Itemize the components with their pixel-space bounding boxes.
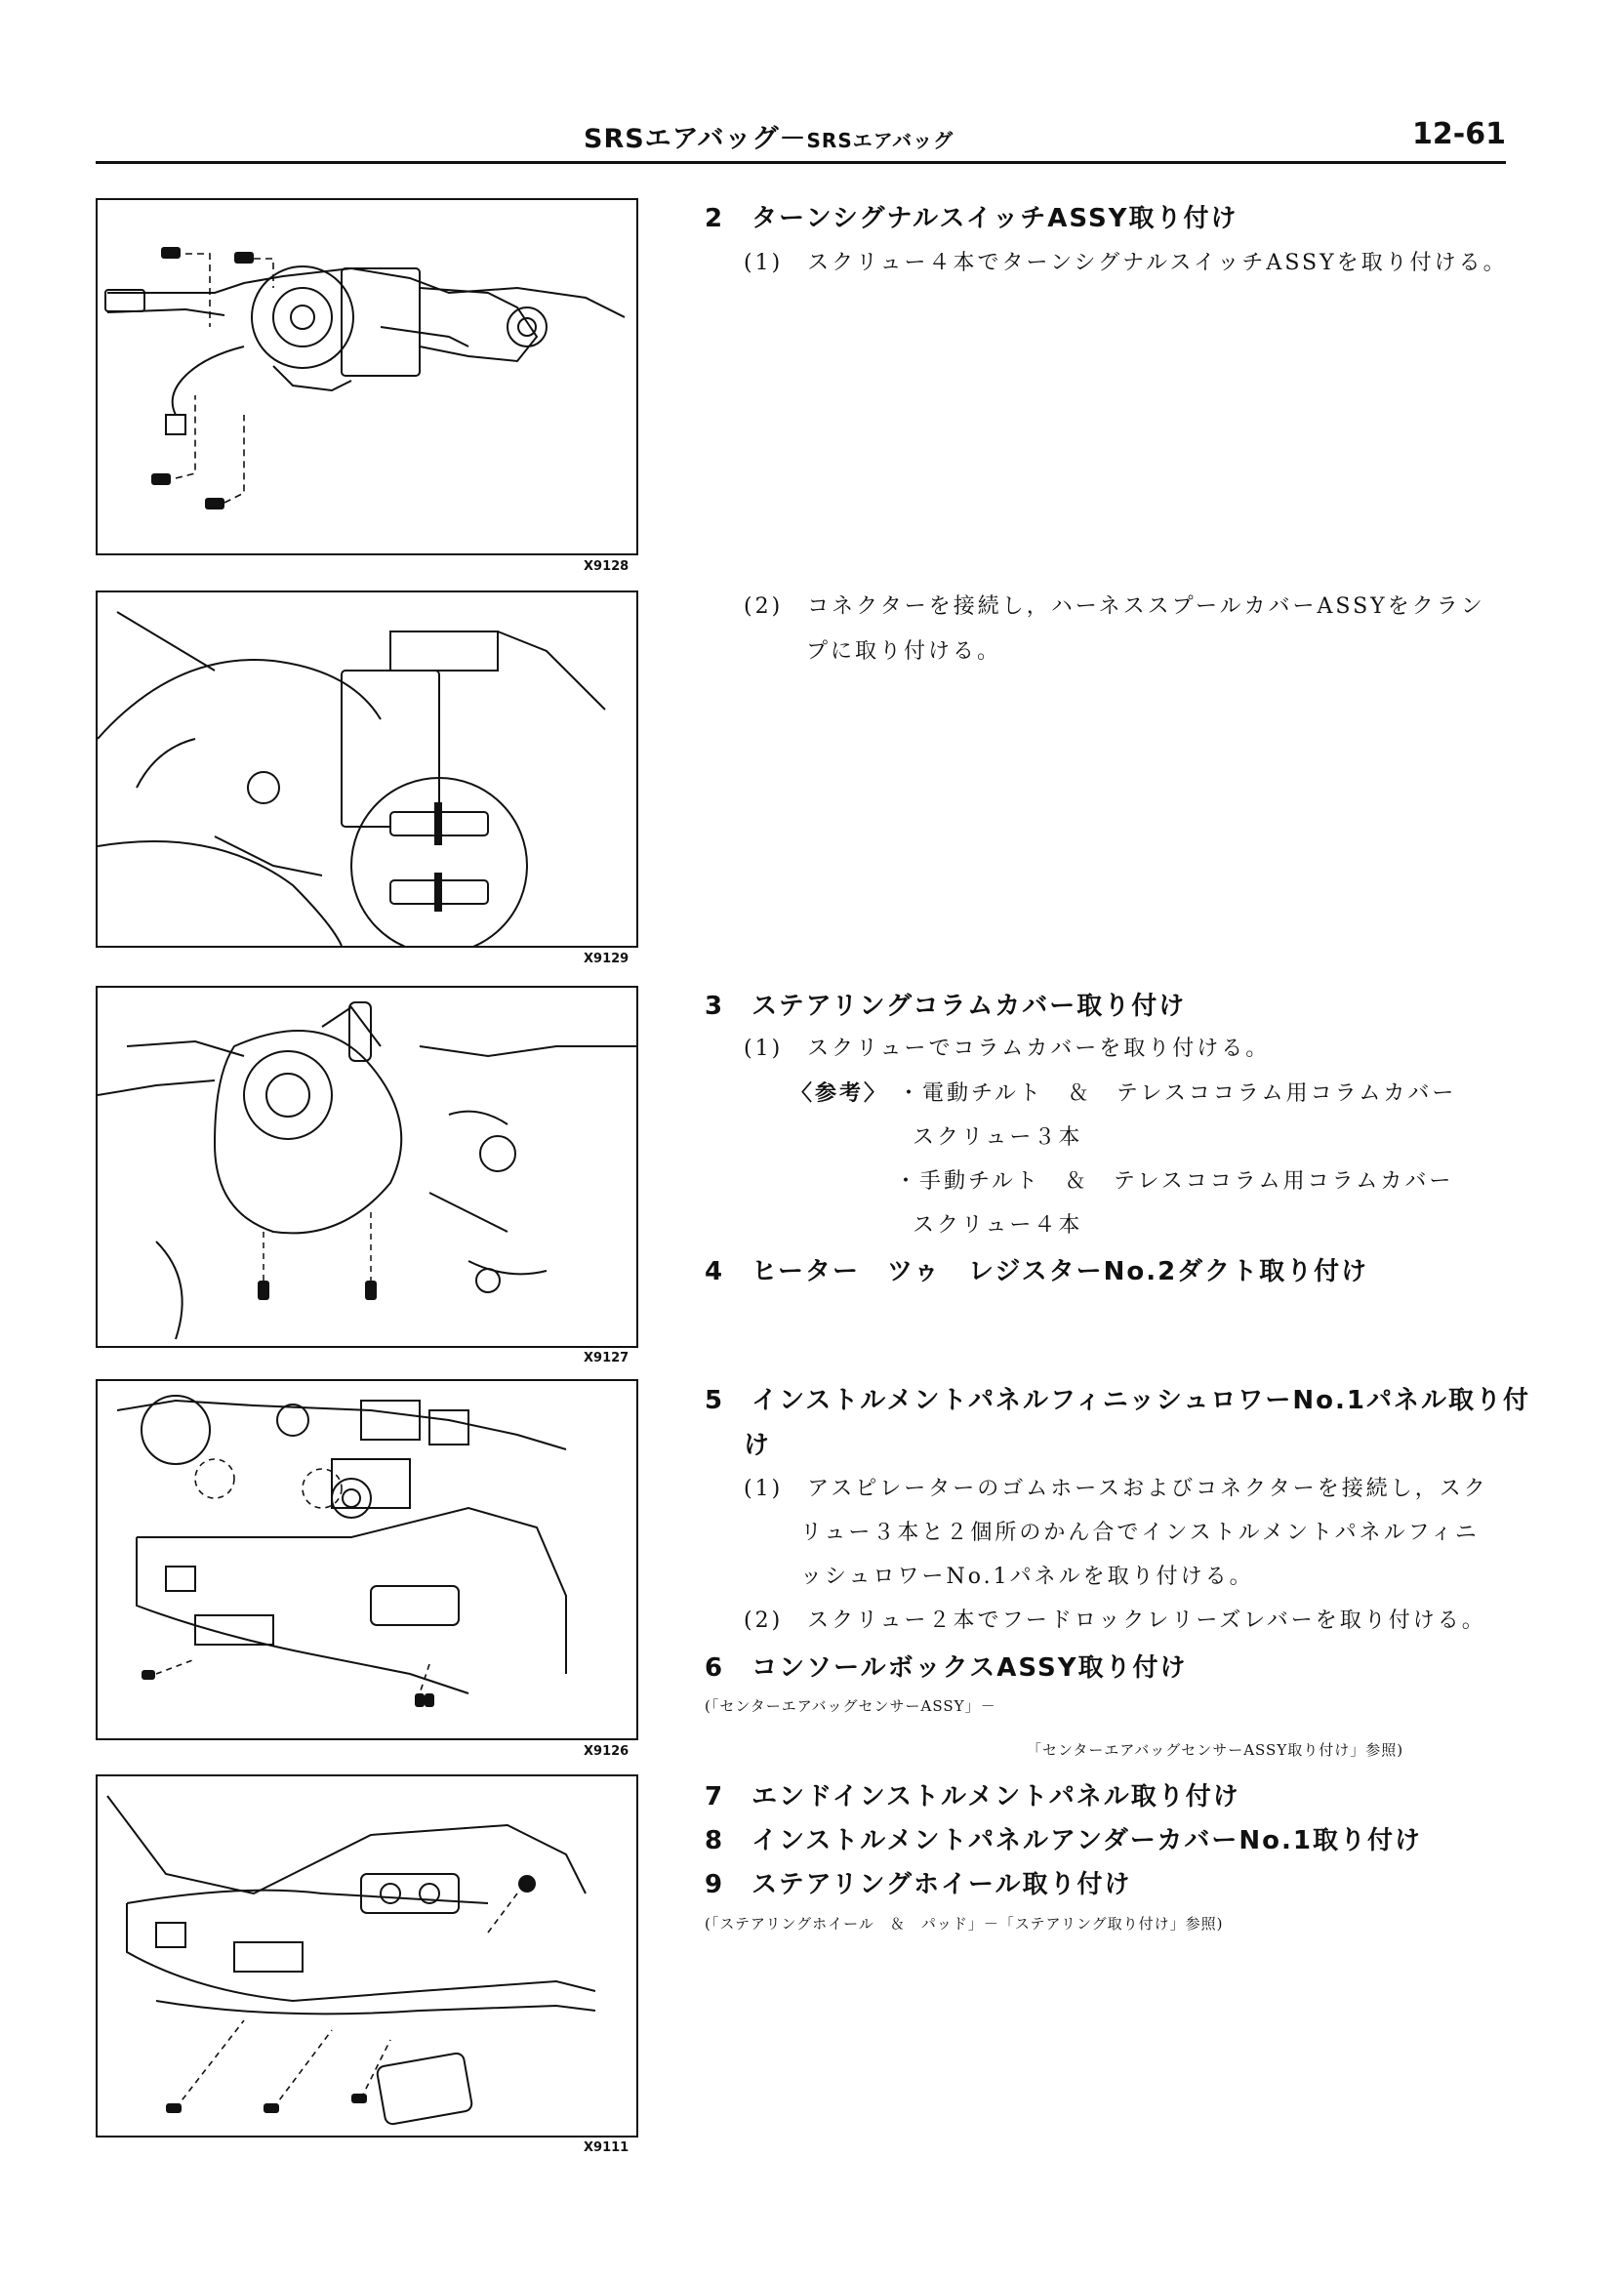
- step-4-heading: 4 ヒーター ツゥ レジスターNo.2ダクト取り付け: [705, 1257, 1369, 1286]
- lower-finish-panel-illustration: [98, 1381, 636, 1738]
- step-3-reference: [791, 1077, 1456, 1107]
- step-5-sub-1-line-3: ッシュロワーNo.1パネルを取り付ける。: [800, 1565, 1254, 1589]
- step-2-sub-2-line-1: (2) コネクターを接続し，ハーネススプールカバーASSYをクラン: [744, 594, 1485, 619]
- header-title-sub: SRSエアバッグ: [806, 129, 954, 152]
- figure-code: X9127: [584, 1351, 629, 1365]
- figure-code: X9129: [584, 952, 629, 966]
- header-title: [584, 117, 954, 155]
- figure-turn-signal-switch: [96, 198, 638, 555]
- step-6-heading: 6 コンソールボックスASSY取り付け: [705, 1653, 1188, 1683]
- header-rule: [96, 161, 1506, 164]
- under-cover-illustration: [98, 1776, 636, 2136]
- reference-label: 〈参考〉: [791, 1080, 889, 1106]
- figure-column-cover: [96, 986, 638, 1348]
- turn-signal-switch-illustration: [98, 200, 636, 553]
- reference-item-1-detail: スクリュー３本: [913, 1125, 1083, 1150]
- connector-illustration: [98, 592, 636, 946]
- step-8-heading: 8 インストルメントパネルアンダーカバーNo.1取り付け: [705, 1826, 1423, 1855]
- reference-item-2: ・手動チルト ＆ テレスココラム用コラムカバー: [895, 1169, 1454, 1194]
- step-5-sub-1-line-1: (1) アスピレーターのゴムホースおよびコネクターを接続し，スク: [744, 1477, 1488, 1501]
- figure-under-cover: [96, 1774, 638, 2138]
- step-9-heading: 9 ステアリングホイール取り付け: [705, 1870, 1132, 1899]
- step-3-heading: 3 ステアリングコラムカバー取り付け: [705, 992, 1187, 1021]
- step-6-note-line-1: (「センターエアバッグセンサーASSY」－: [705, 1697, 996, 1715]
- header-title-main: SRSエアバッグ: [584, 124, 780, 154]
- step-5-heading-line-1: 5 インストルメントパネルフィニッシュロワーNo.1パネル取り付: [705, 1386, 1530, 1415]
- figure-code: X9126: [584, 1744, 629, 1759]
- step-2-sub-2-line-2: プに取り付ける。: [806, 639, 1002, 664]
- step-5-heading-line-2: け: [744, 1431, 772, 1460]
- reference-item-1: ・電動チルト ＆ テレスココラム用コラムカバー: [898, 1081, 1457, 1106]
- figure-lower-finish-panel: [96, 1379, 638, 1740]
- figure-code: X9111: [584, 2140, 629, 2155]
- column-cover-illustration: [98, 988, 636, 1346]
- page-header: [96, 117, 1506, 156]
- step-3-sub-1: (1) スクリューでコラムカバーを取り付ける。: [744, 1037, 1271, 1061]
- figure-connector: [96, 590, 638, 948]
- header-title-separator: －: [779, 124, 807, 154]
- step-7-heading: 7 エンドインストルメントパネル取り付け: [705, 1782, 1240, 1812]
- step-2-sub-1: (1) スクリュー４本でターンシグナルスイッチASSYを取り付ける。: [744, 251, 1508, 275]
- figure-code: X9128: [584, 559, 629, 574]
- step-5-sub-1-line-2: リュー３本と２個所のかん合でインストルメントパネルフィニ: [800, 1521, 1480, 1545]
- step-9-note: (「ステアリングホイール ＆ パッド」－「ステアリング取り付け」参照): [705, 1915, 1224, 1933]
- page-number: 12-61: [1412, 117, 1506, 151]
- step-5-sub-2: (2) スクリュー２本でフードロックレリーズレバーを取り付ける。: [744, 1608, 1486, 1633]
- step-2-heading: 2 ターンシグナルスイッチASSY取り付け: [705, 204, 1238, 233]
- step-6-note-line-2: 「センターエアバッグセンサーASSY取り付け」参照): [1027, 1741, 1404, 1759]
- reference-item-2-detail: スクリュー４本: [913, 1213, 1083, 1238]
